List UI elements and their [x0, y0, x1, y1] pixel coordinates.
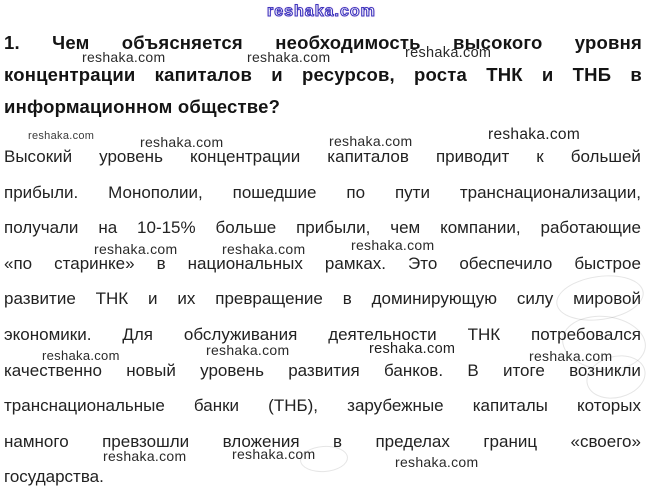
word: в — [342, 289, 352, 309]
word: высокого — [453, 32, 543, 53]
word: по — [346, 182, 366, 202]
word: зарубежные — [347, 396, 444, 416]
word: мировой — [573, 289, 641, 309]
word: уровня — [574, 32, 642, 53]
watermark: reshaka.com — [247, 49, 331, 65]
text-line — [4, 281, 641, 317]
watermark: reshaka.com — [369, 341, 456, 357]
word: 10-15% — [137, 218, 196, 238]
word: пути — [394, 182, 430, 202]
word: компании, — [440, 218, 521, 238]
word: прибыли, — [296, 218, 371, 238]
word: капиталов — [154, 64, 253, 85]
word: «своего» — [570, 431, 641, 451]
word: В — [467, 360, 479, 380]
word: «по — [4, 253, 33, 273]
word: 1. — [4, 32, 20, 53]
word: чем — [390, 218, 421, 238]
word: капиталы — [472, 396, 548, 416]
word: качественно — [4, 360, 103, 380]
word: ТНК — [486, 64, 523, 85]
word: ресурсов, — [301, 64, 395, 85]
word: быстрое — [574, 253, 641, 273]
word: роста — [414, 64, 468, 85]
text-line — [4, 139, 641, 175]
word: необходимость — [275, 32, 421, 53]
word: пошедшие — [232, 182, 317, 202]
answer-paragraph — [4, 139, 641, 492]
word: вложения — [222, 431, 300, 451]
word: банки — [193, 396, 240, 416]
word: банков. — [384, 360, 444, 380]
word: возникли — [569, 360, 641, 380]
watermark: reshaka.com — [140, 134, 224, 150]
word: транснациональные — [4, 396, 165, 416]
word: обслуживания — [183, 324, 298, 344]
word: больше — [215, 218, 277, 238]
word: Высокий — [4, 147, 73, 166]
watermark: reshaka.com — [28, 130, 95, 142]
word: намного — [4, 431, 69, 451]
watermark: reshaka.com — [488, 126, 581, 143]
watermark: reshaka.com — [529, 348, 613, 364]
word: концентрации — [4, 64, 136, 85]
word: уровень — [99, 147, 163, 166]
word: и — [271, 64, 283, 85]
word: ТНК — [95, 289, 129, 309]
watermark-outlined: reshaka.com — [267, 3, 376, 20]
word: новый — [126, 360, 176, 380]
word: превзошли — [102, 431, 190, 451]
word: развитие — [4, 289, 76, 309]
watermark: reshaka.com — [405, 45, 492, 61]
watermark: reshaka.com — [42, 348, 120, 363]
word: ТНБ — [572, 64, 612, 85]
word: уровень — [200, 360, 264, 380]
word: границ — [483, 431, 538, 451]
word: Монополии, — [108, 182, 203, 202]
word: Чем — [52, 32, 90, 53]
word: капиталов — [327, 147, 409, 166]
word: в — [630, 64, 642, 85]
watermark: reshaka.com — [206, 342, 290, 358]
watermark: reshaka.com — [329, 133, 413, 149]
word: большей — [570, 147, 641, 166]
word: потребовался — [531, 324, 641, 344]
word: к — [536, 147, 544, 166]
word: старинке» — [54, 253, 135, 273]
word: концентрации — [189, 147, 301, 166]
word: приводит — [435, 147, 510, 166]
word: Это — [408, 253, 438, 273]
word: национальных — [187, 253, 303, 273]
word: Для — [122, 324, 153, 344]
word: пределах — [375, 431, 450, 451]
word: работающие — [540, 218, 641, 238]
word: экономики. — [4, 324, 92, 344]
word: прибыли. — [4, 182, 79, 202]
word: транснационализации, — [459, 182, 641, 202]
word: ТНК — [467, 324, 501, 344]
text-line — [4, 175, 641, 211]
word: получали — [4, 218, 79, 238]
word: силу — [516, 289, 554, 309]
word: превращение — [215, 289, 323, 309]
word: (ТНБ), — [268, 396, 319, 416]
text-line: государства. — [4, 467, 104, 487]
word: рамках. — [324, 253, 387, 273]
word: деятельности — [328, 324, 437, 344]
word: которых — [577, 396, 641, 416]
watermark: reshaka.com — [103, 448, 187, 464]
text-line: информационном обществе? — [4, 96, 281, 117]
word: их — [177, 289, 196, 309]
word: обеспечило — [459, 253, 553, 273]
word: развития — [288, 360, 360, 380]
word: в — [332, 431, 343, 451]
watermark: reshaka.com — [82, 49, 166, 65]
word: объясняется — [121, 32, 243, 53]
watermark: reshaka.com — [94, 241, 178, 257]
word: на — [98, 218, 118, 238]
watermark: reshaka.com — [222, 241, 306, 257]
watermark: reshaka.com — [351, 237, 435, 253]
word: доминирующую — [371, 289, 497, 309]
question-heading — [4, 27, 642, 123]
word: итоге — [502, 360, 545, 380]
word: и — [148, 289, 158, 309]
watermark: reshaka.com — [232, 446, 316, 462]
word: в — [156, 253, 166, 273]
watermark: reshaka.com — [395, 454, 479, 470]
text-line — [4, 388, 641, 424]
word: и — [541, 64, 554, 85]
